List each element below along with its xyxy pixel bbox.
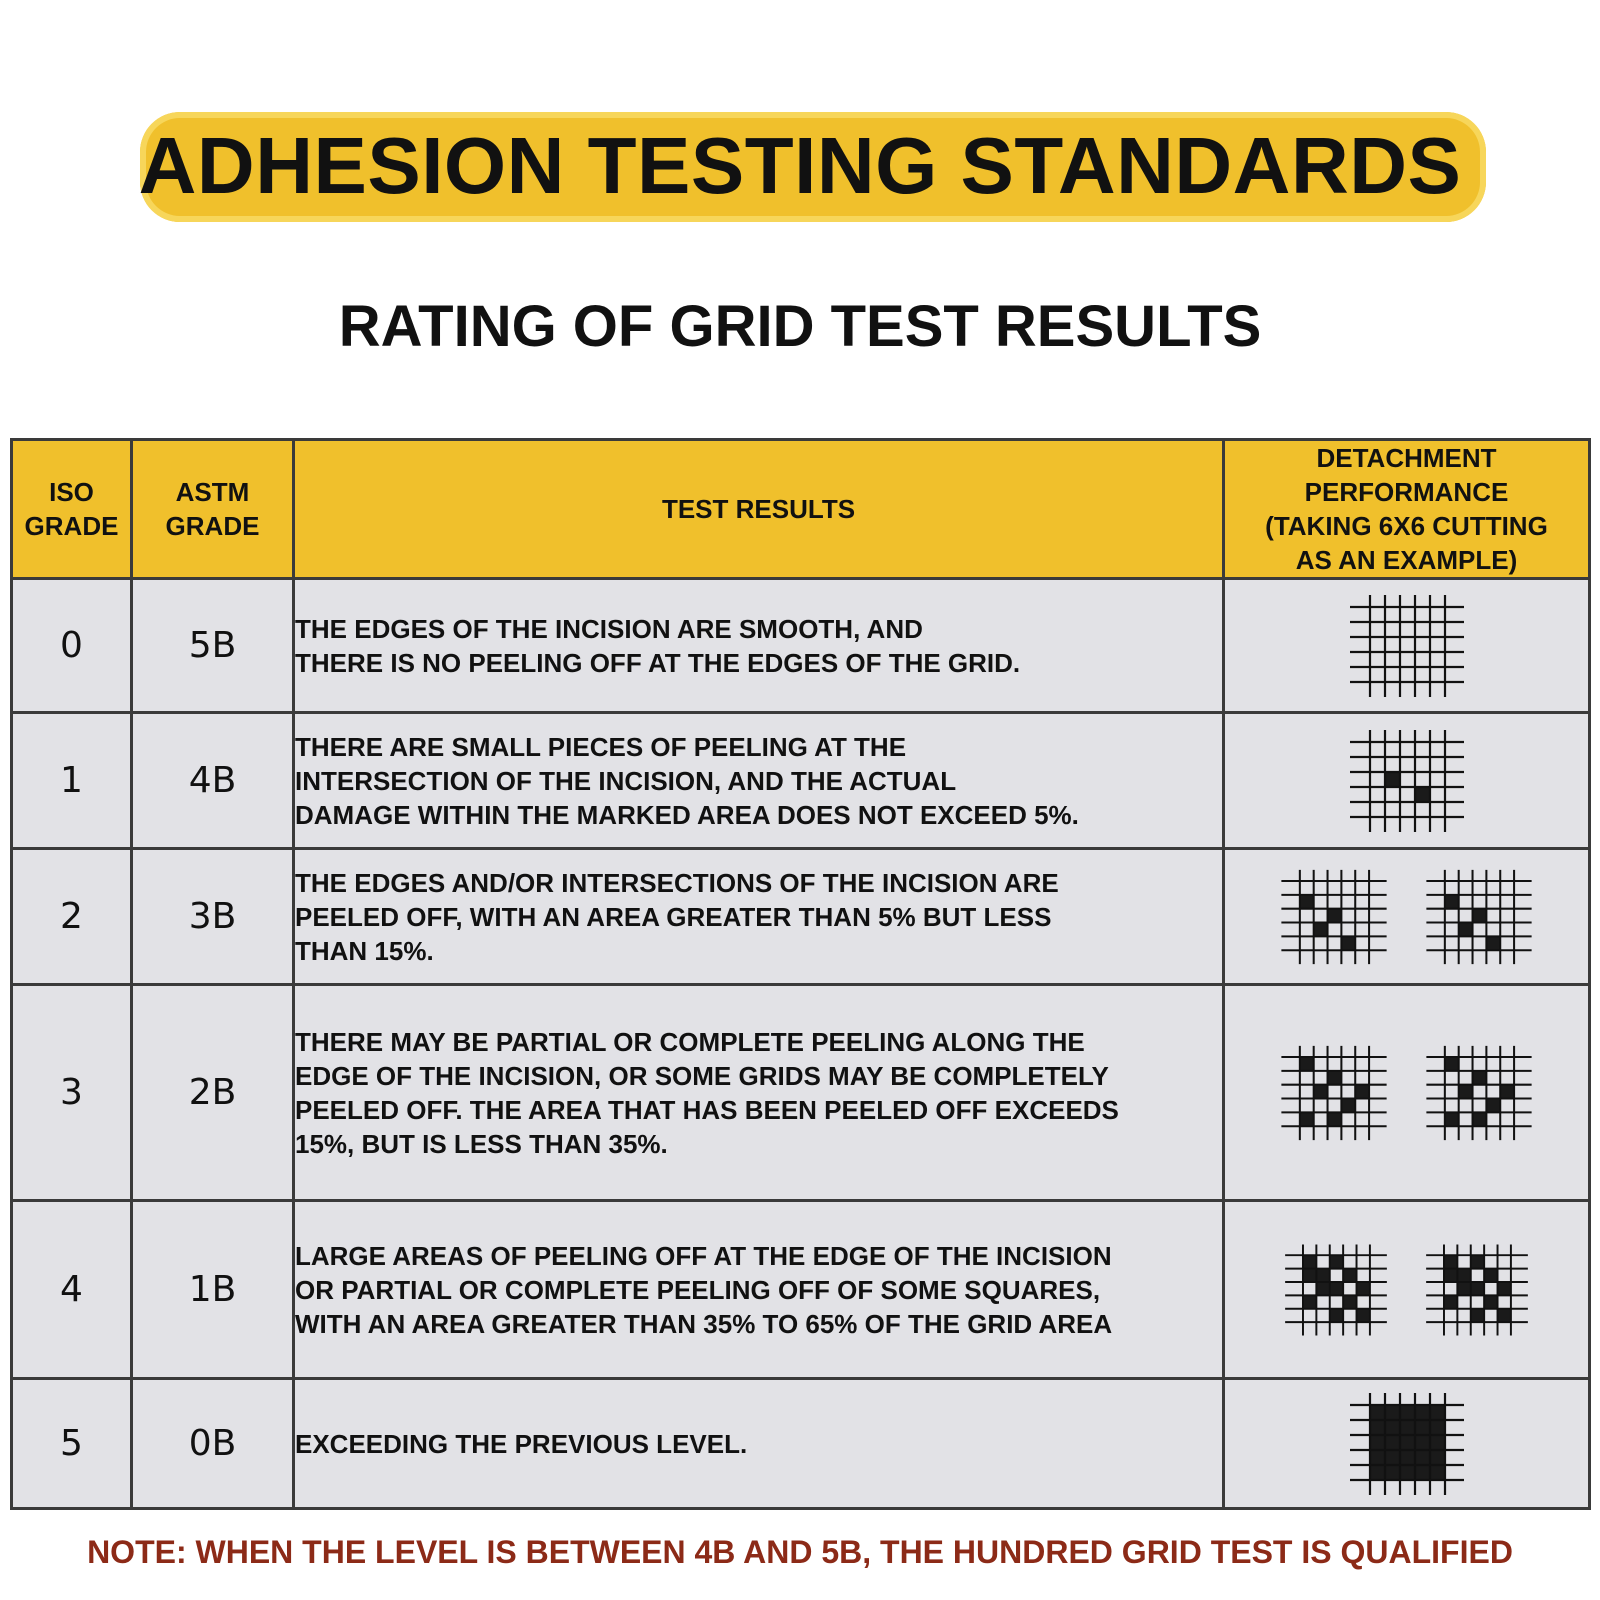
test-result-cell: THERE MAY BE PARTIAL OR COMPLETE PEELING ALONG THE EDGE OF THE INCISION, OR SOME GRIDS MAY BE COMPLETELY PEELED OFF. THE AREA THAT HAS BEEN PEELED OFF EXCEEDS 15%, BUT IS LESS THAN 35%. (294, 985, 1224, 1201)
peeled-square (1430, 1435, 1445, 1450)
iso-grade-cell: 1 (12, 713, 132, 849)
iso-grade-cell: 0 (12, 579, 132, 713)
peeled-square (1472, 1112, 1486, 1126)
peeled-square (1355, 1084, 1369, 1098)
peeled-square (1497, 1281, 1510, 1294)
test-result-cell: THE EDGES OF THE INCISION ARE SMOOTH, AND THERE IS NO PEELING OFF AT THE EDGES OF THE GRID. (294, 579, 1224, 713)
peeled-square (1444, 1295, 1457, 1308)
iso-grade-cell: 5 (12, 1379, 132, 1509)
astm-grade-cell: 4B (132, 713, 294, 849)
detachment-cell (1224, 713, 1590, 849)
header-test-results: TEST RESULTS (294, 440, 1224, 579)
peeled-square (1300, 1112, 1314, 1126)
astm-grade-cell: 0B (132, 1379, 294, 1509)
test-result-cell: THE EDGES AND/OR INTERSECTIONS OF THE INCISION ARE PEELED OFF, WITH AN AREA GREATER THAN 5% BUT LESS THAN 15%. (294, 849, 1224, 985)
rating-table (10, 438, 1591, 1510)
peeled-square (1415, 1465, 1430, 1480)
peeled-square (1385, 1420, 1400, 1435)
peeled-square (1303, 1255, 1316, 1268)
peeled-square (1370, 1450, 1385, 1465)
peeled-square (1317, 1281, 1330, 1294)
peeled-square (1385, 1405, 1400, 1420)
peeled-square (1370, 1435, 1385, 1450)
grid-pattern-illustration (1419, 1240, 1535, 1340)
peeled-square (1370, 1405, 1385, 1420)
peeled-square (1357, 1308, 1370, 1321)
table-row (12, 985, 1590, 1201)
qualification-note: NOTE: WHEN THE LEVEL IS BETWEEN 4B AND 5B, THE HUNDRED GRID TEST IS QUALIFIED (87, 1534, 1513, 1570)
peeled-square (1400, 1450, 1415, 1465)
grid-pattern-illustration (1274, 1041, 1394, 1145)
peeled-square (1458, 1084, 1472, 1098)
peeled-square (1444, 1268, 1457, 1281)
grid-pattern-illustration (1278, 1240, 1394, 1340)
table-header-row (12, 440, 1590, 579)
test-result-cell: THERE ARE SMALL PIECES OF PEELING AT THE INTERSECTION OF THE INCISION, AND THE ACTUAL DAMAGE WITHIN THE MARKED AREA DOES NOT EXCEED 5%. (294, 713, 1224, 849)
table-row (12, 579, 1590, 713)
peeled-square (1430, 1420, 1445, 1435)
astm-grade-cell: 1B (132, 1201, 294, 1379)
peeled-square (1484, 1295, 1497, 1308)
peeled-square (1445, 1112, 1459, 1126)
peeled-square (1342, 1098, 1356, 1112)
peeled-square (1303, 1268, 1316, 1281)
peeled-square (1330, 1255, 1343, 1268)
iso-grade-cell: 4 (12, 1201, 132, 1379)
peeled-square (1314, 922, 1328, 936)
detachment-cell (1224, 849, 1590, 985)
detachment-cell (1224, 1201, 1590, 1379)
table-row (12, 1201, 1590, 1379)
peeled-square (1430, 1465, 1445, 1480)
peeled-square (1497, 1308, 1510, 1321)
peeled-square (1300, 1057, 1314, 1071)
header-detachment-performance: DETACHMENT PERFORMANCE (TAKING 6X6 CUTTING AS AN EXAMPLE) (1224, 440, 1590, 579)
grid-pattern-illustration (1419, 1041, 1539, 1145)
peeled-square (1415, 1405, 1430, 1420)
peeled-square (1415, 787, 1430, 802)
iso-grade-cell: 2 (12, 849, 132, 985)
astm-grade-cell: 5B (132, 579, 294, 713)
peeled-square (1400, 1405, 1415, 1420)
peeled-square (1328, 1112, 1342, 1126)
detachment-cell (1224, 1379, 1590, 1509)
peeled-square (1342, 936, 1356, 950)
peeled-square (1415, 1450, 1430, 1465)
peeled-square (1328, 908, 1342, 922)
peeled-square (1445, 1057, 1459, 1071)
peeled-square (1430, 1450, 1445, 1465)
astm-grade-cell: 3B (132, 849, 294, 985)
grid-pattern-illustration (1342, 726, 1472, 836)
peeled-square (1457, 1268, 1470, 1281)
detachment-cell (1224, 985, 1590, 1201)
peeled-square (1470, 1308, 1483, 1321)
header-iso-grade: ISO GRADE (12, 440, 132, 579)
astm-grade-cell: 2B (132, 985, 294, 1201)
peeled-square (1370, 1465, 1385, 1480)
grid-pattern-illustration (1342, 1389, 1472, 1499)
peeled-square (1457, 1281, 1470, 1294)
peeled-square (1303, 1295, 1316, 1308)
peeled-square (1400, 1435, 1415, 1450)
peeled-square (1415, 1420, 1430, 1435)
peeled-square (1385, 1465, 1400, 1480)
peeled-square (1314, 1084, 1328, 1098)
peeled-square (1444, 1255, 1457, 1268)
peeled-square (1385, 1450, 1400, 1465)
peeled-square (1357, 1281, 1370, 1294)
page-subtitle: RATING OF GRID TEST RESULTS (338, 294, 1262, 359)
peeled-square (1330, 1281, 1343, 1294)
table-row (12, 1379, 1590, 1509)
peeled-square (1343, 1295, 1356, 1308)
peeled-square (1430, 1405, 1445, 1420)
test-result-cell: LARGE AREAS OF PEELING OFF AT THE EDGE OF THE INCISION OR PARTIAL OR COMPLETE PEELING OFF OF SOME SQUARES, WITH AN AREA GREATER THAN 35% TO 65% OF THE GRID AREA (294, 1201, 1224, 1379)
peeled-square (1400, 1420, 1415, 1435)
peeled-square (1343, 1268, 1356, 1281)
grid-pattern-illustration (1274, 865, 1394, 969)
test-result-cell: EXCEEDING THE PREVIOUS LEVEL. (294, 1379, 1224, 1509)
peeled-square (1486, 936, 1500, 950)
peeled-square (1415, 1435, 1430, 1450)
grid-pattern-illustration (1342, 591, 1472, 701)
peeled-square (1472, 908, 1486, 922)
table-row (12, 849, 1590, 985)
peeled-square (1300, 894, 1314, 908)
peeled-square (1486, 1098, 1500, 1112)
iso-grade-cell: 3 (12, 985, 132, 1201)
header-astm-grade: ASTM GRADE (132, 440, 294, 579)
grid-pattern-illustration (1419, 865, 1539, 969)
peeled-square (1458, 922, 1472, 936)
peeled-square (1470, 1281, 1483, 1294)
peeled-square (1484, 1268, 1497, 1281)
peeled-square (1317, 1268, 1330, 1281)
peeled-square (1328, 1070, 1342, 1084)
peeled-square (1370, 1420, 1385, 1435)
page-title: ADHESION TESTING STANDARDS (138, 121, 1462, 210)
peeled-square (1385, 1435, 1400, 1450)
peeled-square (1400, 1465, 1415, 1480)
peeled-square (1472, 1070, 1486, 1084)
peeled-square (1445, 894, 1459, 908)
table-row (12, 713, 1590, 849)
peeled-square (1330, 1308, 1343, 1321)
peeled-square (1385, 772, 1400, 787)
peeled-square (1500, 1084, 1514, 1098)
peeled-square (1470, 1255, 1483, 1268)
detachment-cell (1224, 579, 1590, 713)
